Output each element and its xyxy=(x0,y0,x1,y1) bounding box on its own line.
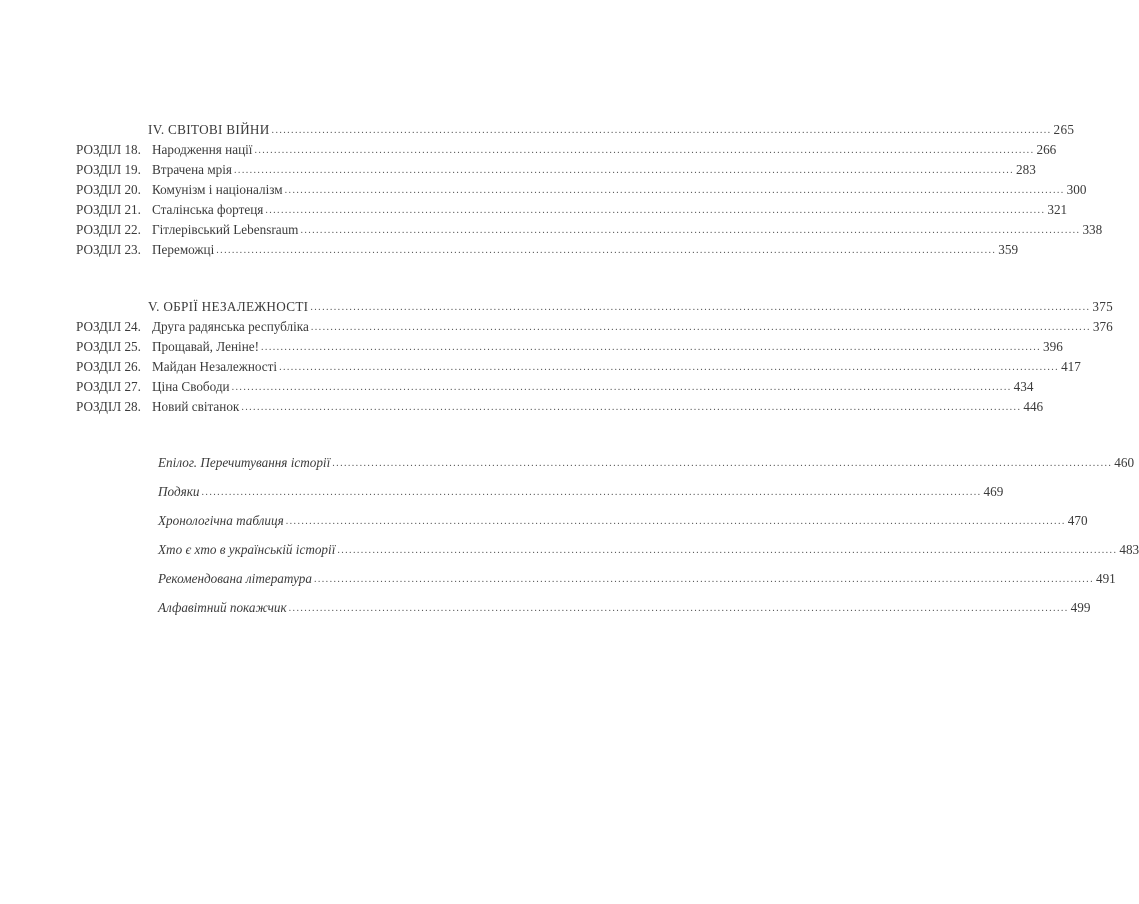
toc-entry xyxy=(76,358,1081,376)
page-number: 283 xyxy=(1016,162,1036,177)
toc-entry xyxy=(76,318,1113,336)
dot-leader: ........................................................................................................................................................................................................ xyxy=(313,574,1094,585)
toc-entry xyxy=(76,378,1034,396)
dot-leader: ........................................................................................................................................................................................................ xyxy=(271,125,1052,136)
chapter-number: РОЗДІЛ 27. xyxy=(76,379,141,394)
chapter-title: Ціна Свободи xyxy=(152,379,230,394)
page-number: 375 xyxy=(1092,299,1114,314)
entry-title: Алфавітний покажчик xyxy=(158,600,287,615)
chapter-title: Переможці xyxy=(152,242,215,257)
toc-entry xyxy=(76,338,1063,356)
page-number: 338 xyxy=(1082,222,1103,237)
page-number: 470 xyxy=(1067,513,1088,528)
dot-leader: ........................................................................................................................................................................................................ xyxy=(201,487,982,498)
chapter-number: РОЗДІЛ 26. xyxy=(76,359,141,374)
chapter-number: РОЗДІЛ 21. xyxy=(76,202,141,217)
page-number: 483 xyxy=(1119,542,1139,557)
chapter-title: Сталінська фортеця xyxy=(152,202,264,217)
page-number: 491 xyxy=(1095,571,1116,586)
toc-entry xyxy=(158,512,1088,530)
chapter-title: Прощавай, Леніне! xyxy=(152,339,260,354)
part-title: V. ОБРІЇ НЕЗАЛЕЖНОСТІ xyxy=(148,299,309,314)
toc-entry xyxy=(158,541,1139,559)
chapter-number: РОЗДІЛ 24. xyxy=(76,319,141,334)
toc-entry xyxy=(76,181,1087,199)
entry-title: Епілог. Перечитування історії xyxy=(158,455,331,470)
page-number: 265 xyxy=(1053,122,1075,137)
part-heading xyxy=(148,298,1114,316)
page-number: 359 xyxy=(998,242,1019,257)
page-number: 499 xyxy=(1070,600,1091,615)
entry-title: Рекомендована література xyxy=(158,571,312,586)
dot-leader: ........................................................................................................................................................................................................ xyxy=(310,322,1091,333)
chapter-number: РОЗДІЛ 22. xyxy=(76,222,141,237)
entry-title: Хронологічна таблиця xyxy=(158,513,284,528)
chapter-title: Втрачена мрія xyxy=(152,162,233,177)
page-number: 376 xyxy=(1092,319,1113,334)
toc-entry xyxy=(76,221,1103,239)
toc-entry xyxy=(158,570,1116,588)
chapter-title: Друга радянська республіка xyxy=(152,319,309,334)
dot-leader: ........................................................................................................................................................................................................ xyxy=(285,516,1066,527)
dot-leader: ........................................................................................................................................................................................................ xyxy=(288,603,1069,614)
page-number: 266 xyxy=(1036,142,1057,157)
chapter-title: Новий світанок xyxy=(152,399,240,414)
part-heading xyxy=(148,121,1075,139)
dot-leader: ........................................................................................................................................................................................................ xyxy=(231,382,1012,393)
page-number: 417 xyxy=(1061,359,1081,374)
chapter-number: РОЗДІЛ 19. xyxy=(76,162,141,177)
chapter-number: РОЗДІЛ 23. xyxy=(76,242,141,257)
dot-leader: ........................................................................................................................................................................................................ xyxy=(279,362,1060,373)
chapter-title: Майдан Незалежності xyxy=(152,359,278,374)
toc-entry xyxy=(76,398,1044,416)
dot-leader: ........................................................................................................................................................................................................ xyxy=(310,302,1091,313)
toc-entry xyxy=(76,161,1036,179)
dot-leader: ........................................................................................................................................................................................................ xyxy=(254,145,1035,156)
chapter-title: Гітлерівський Lebensraum xyxy=(152,222,299,237)
page-number: 446 xyxy=(1023,399,1044,414)
page-number: 321 xyxy=(1047,202,1068,217)
toc-entry xyxy=(158,454,1135,472)
dot-leader: ........................................................................................................................................................................................................ xyxy=(300,225,1081,236)
toc-entry xyxy=(158,483,1004,501)
toc-entry xyxy=(76,241,1019,259)
dot-leader: ........................................................................................................................................................................................................ xyxy=(284,185,1065,196)
toc-entry xyxy=(158,599,1091,617)
chapter-title: Народження нації xyxy=(152,142,253,157)
entry-title: Подяки xyxy=(158,484,200,499)
page-number: 434 xyxy=(1013,379,1034,394)
entry-title: Хто є хто в українській історії xyxy=(158,542,336,557)
dot-leader: ........................................................................................................................................................................................................ xyxy=(216,245,997,256)
dot-leader: ........................................................................................................................................................................................................ xyxy=(337,545,1118,556)
page-number: 396 xyxy=(1043,339,1063,354)
dot-leader: ........................................................................................................................................................................................................ xyxy=(234,165,1015,176)
page-number: 460 xyxy=(1114,455,1135,470)
dot-leader: ........................................................................................................................................................................................................ xyxy=(241,402,1022,413)
toc-entry xyxy=(76,141,1057,159)
chapter-number: РОЗДІЛ 20. xyxy=(76,182,141,197)
part-title: IV. СВІТОВІ ВІЙНИ xyxy=(148,122,270,137)
chapter-number: РОЗДІЛ 18. xyxy=(76,142,141,157)
dot-leader: ........................................................................................................................................................................................................ xyxy=(332,458,1113,469)
page-number: 300 xyxy=(1066,182,1087,197)
dot-leader: ........................................................................................................................................................................................................ xyxy=(261,342,1042,353)
chapter-title: Комунізм і націоналізм xyxy=(152,182,283,197)
chapter-number: РОЗДІЛ 28. xyxy=(76,399,141,414)
page-number: 469 xyxy=(983,484,1004,499)
chapter-number: РОЗДІЛ 25. xyxy=(76,339,141,354)
toc-entry xyxy=(76,201,1068,219)
dot-leader: ........................................................................................................................................................................................................ xyxy=(265,205,1046,216)
